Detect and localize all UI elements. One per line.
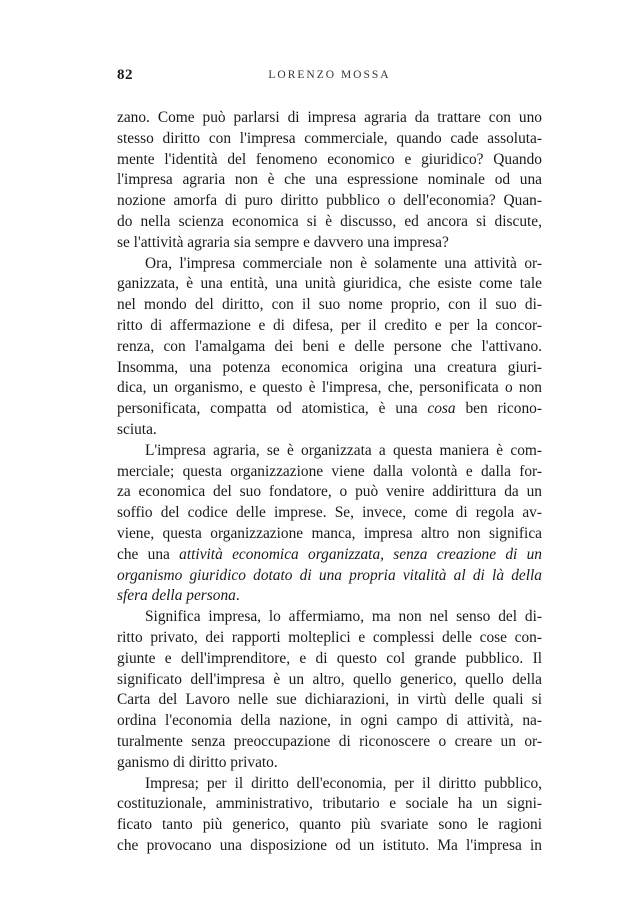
text-line: ritto privato, dei rapporti molteplici e complessi delle cose con- [117,628,542,646]
text-line: che provocano una disposizione od un istituto. Ma l'impresa in [117,836,542,854]
text-run: personificata, compatta od atomistica, è una [117,400,428,418]
text-line: Ora, l'impresa commerciale non è solamente una attività or- [145,254,542,272]
text-line: ordina l'economia della nazione, in ogni campo di attività, na- [117,712,542,730]
text-line: l'impresa agraria non è che una espressione nominale od una [117,171,542,189]
text-line: significato dell'impresa è un altro, quello generico, quello della [117,670,542,688]
text-line: Carta del Lavoro nelle sue dichiarazioni, in virtù delle quali si [117,691,542,709]
text-line [117,586,542,607]
text-run: che una [117,545,180,563]
paragraph [117,441,542,607]
paragraph [117,607,542,773]
paragraph [117,108,542,254]
text-line: do nella scienza economica si è discusso, ed ancora si discute, [117,212,542,230]
body-text [117,108,542,857]
italic-run: cosa [427,400,456,418]
italic-run: organismo giuridico dotato di una propria vitalità al di là della [117,566,542,584]
text-line: se l'attività agraria sia sempre e davvero una impresa? [117,233,449,251]
text-line: Significa impresa, lo affermiamo, ma non nel senso del di- [145,608,542,626]
text-line: turalmente senza preoccupazione di riconoscere o creare un or- [117,732,542,750]
text-line: Insomma, una potenza economica origina una creatura giuri- [117,358,542,376]
text-line: ritto di affermazione e di difesa, per il credito e per la concor- [117,316,542,334]
italic-run: attività economica organizzata, senza creazione di un [179,545,542,563]
text-line: merciale; questa organizzazione viene dalla volontà e dalla for- [117,462,542,480]
text-line: zano. Come può parlarsi di impresa agraria da trattare con uno [117,109,542,126]
paragraph [117,254,542,441]
text-line [117,545,542,566]
text-line: giunte e dell'imprenditore, e di questo col grande pubblico. Il [117,649,542,667]
text-line [117,399,542,420]
text-run: ben ricono- [455,400,542,418]
text-line: nel mondo del diritto, con il suo nome proprio, con il suo di- [117,296,542,314]
page-number: 82 [117,67,133,83]
text-line: ficato tanto più generico, quanto più svariate sono le ragioni [117,816,542,834]
text-line: dica, un organismo, e questo è l'impresa, che, personificata o non [117,379,542,397]
running-title: LORENZO MOSSA [268,69,391,81]
text-line: za economica del suo fondatore, o può venire addirittura da un [117,483,542,501]
text-line: mente l'identità del fenomeno economico e giuridico? Quando [117,150,542,168]
italic-run: sfera della persona [117,587,236,605]
text-line: renza, con l'amalgama dei beni e delle persone che l'attivano. [117,337,542,355]
text-line: Impresa; per il diritto dell'economia, per il diritto pubblico, [145,774,542,792]
text-line: viene, questa organizzazione manca, impresa altro non significa [117,524,542,542]
text-line: ganizzata, è una entità, una unità giuridica, che esiste come tale [117,275,542,293]
text-line: soffio del codice delle imprese. Se, invece, come di regola av- [117,504,542,522]
text-line [117,566,542,587]
text-line: ganismo di diritto privato. [117,753,278,771]
text-line: stesso diritto con l'impresa commerciale, quando cade assoluta- [117,129,542,147]
text-line: sciuta. [117,420,157,438]
page-header [117,67,542,87]
text-line: L'impresa agraria, se è organizzata a questa maniera è com- [145,441,542,459]
text-line: costituzionale, amministrativo, tributario e sociale ha un signi- [117,795,542,813]
paragraph [117,774,542,857]
text-line: nozione amorfa di puro diritto pubblico o dell'economia? Quan- [117,192,542,210]
text-run: . [235,587,240,605]
